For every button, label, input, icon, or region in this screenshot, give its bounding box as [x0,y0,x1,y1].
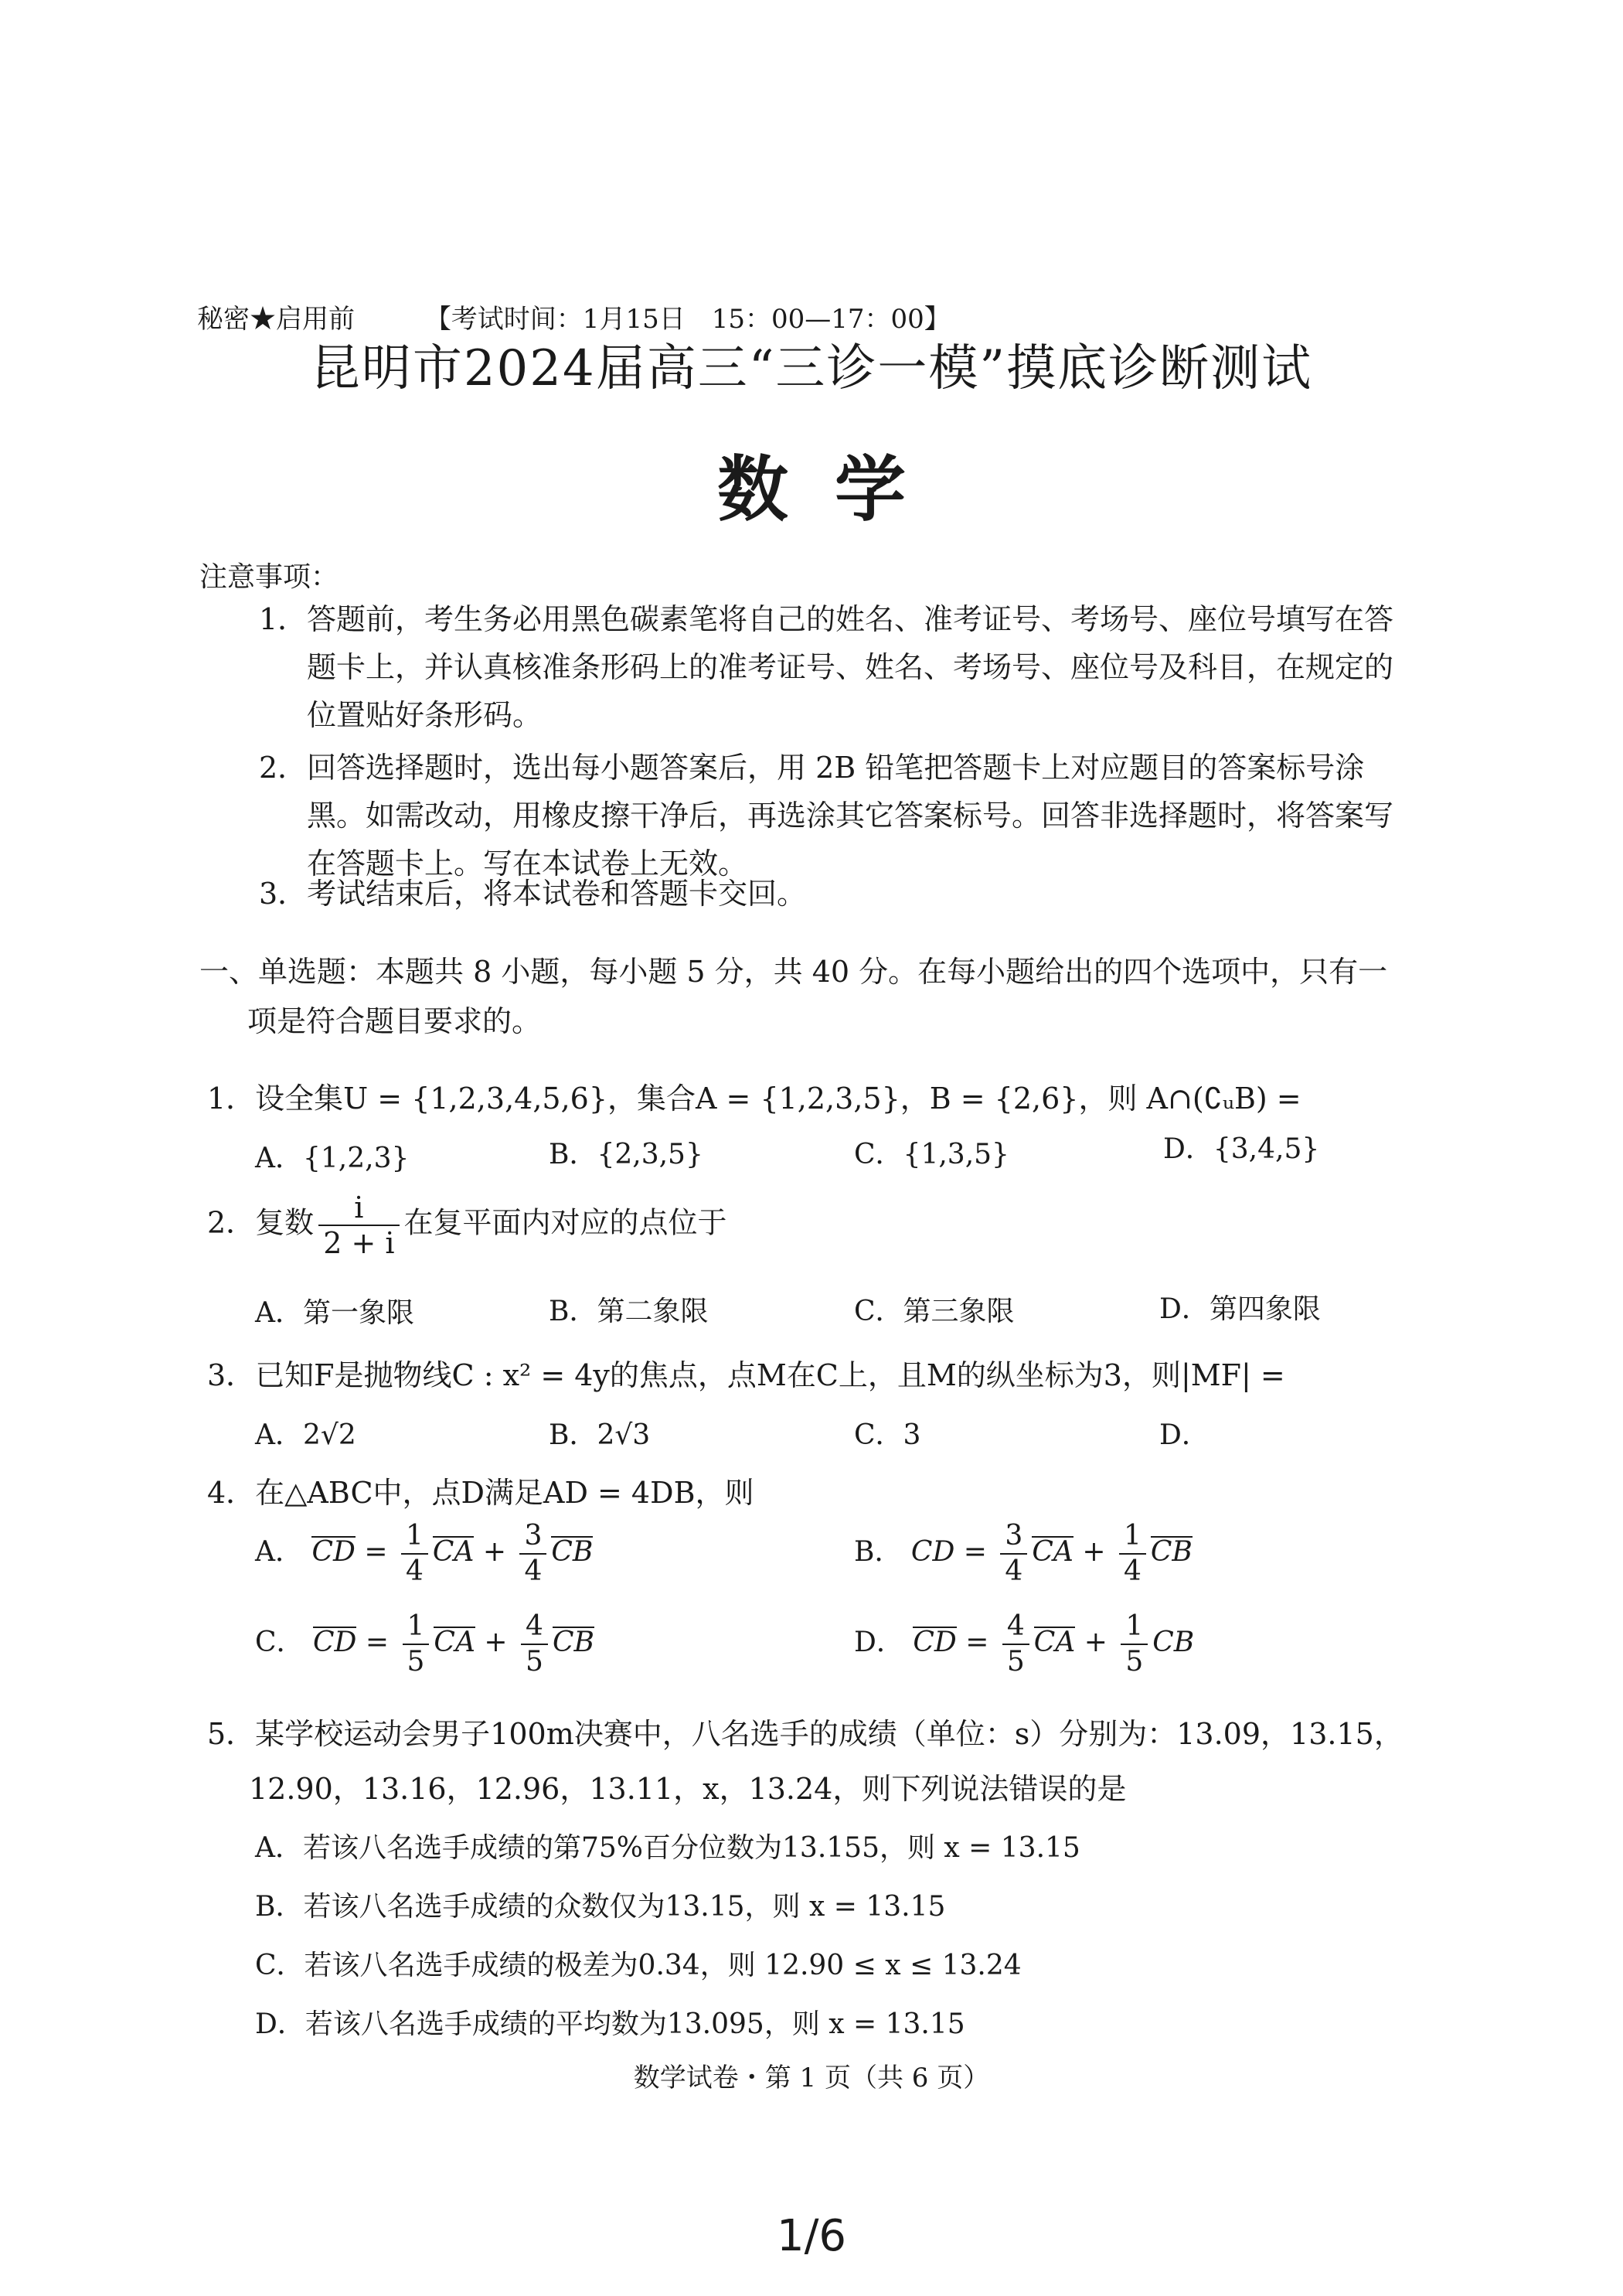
question-2-stem [207,1191,727,1260]
question-5-option-b: B．若该八名选手成绩的众数仅为13.15，则 x = 13.15 [255,1891,946,1923]
equals-sign: = [963,1536,987,1568]
option-label: B． [854,1536,903,1568]
question-4-option-b [854,1519,1193,1589]
notice-item-number: 2． [259,751,308,785]
option-label: D． [854,1627,904,1658]
option-label: C． [255,1627,305,1658]
section-heading-line2: 项是符合题目要求的。 [247,1004,542,1038]
question-1-option-b: B．{2,3,5} [549,1139,703,1170]
fraction-denominator: 5 [526,1646,543,1678]
vector-ca: CA [1033,1627,1076,1658]
vector-cd: CD [313,1627,357,1658]
vector-cd: CD [311,1536,356,1568]
fraction-denominator: 5 [407,1646,425,1678]
equals-sign: = [365,1627,390,1658]
question-3-option-b: B．2√3 [549,1419,651,1451]
page-footer: 数学试卷・第 1 页（共 6 页） [633,2063,990,2093]
question-3-option-c: C．3 [854,1419,921,1451]
question-1-option-a: A．{1,2,3} [255,1143,410,1174]
fraction [1119,1519,1146,1589]
question-1-stem: 1．设全集U = {1,2,3,4,5,6}，集合A = {1,2,3,5}，B = {2,6}，则 A∩(∁ᵤB) = [207,1082,1301,1116]
vector-cb: CB [1152,1627,1195,1658]
notice-item-text: 答题前，考生务必用黑色碳素笔将自己的姓名、准考证号、考场号、座位号填写在答题卡上，并认真核准条形码上的准考证号、姓名、考场号、座位号及科目，在规定的位置贴好条形码。 [307,602,1394,732]
equals-sign: = [364,1536,388,1568]
page-indicator: 1/6 [776,2211,847,2261]
vector-cd: CD [913,1627,957,1658]
fraction-numerator: 1 [401,1519,428,1555]
vector-cb: CB [1150,1536,1193,1568]
fraction-numerator: 3 [1000,1519,1027,1555]
fraction [403,1610,430,1679]
fraction-numerator: 4 [521,1610,548,1645]
notice-item-text: 考试结束后，将本试卷和答题卡交回。 [307,877,807,911]
vector-ca: CA [434,1627,475,1658]
fraction-numerator: 1 [403,1610,430,1645]
fraction-denominator: 4 [405,1555,424,1587]
question-2-option-d: D．第四象限 [1159,1293,1321,1325]
option-label: A． [255,1536,303,1568]
fraction [1002,1610,1029,1679]
question-1-option-c: C．{1,3,5} [854,1139,1009,1170]
question-2-option-a: A．第一象限 [255,1297,414,1329]
vector-cd: CD [910,1536,955,1568]
notice-item-number: 3． [259,877,308,911]
exam-time: 【考试时间：1月15日 15：00—17：00】 [424,304,951,335]
plus-sign: + [482,1536,507,1568]
fraction-denominator: 2 + i [323,1226,395,1260]
question-4-option-d [854,1610,1194,1679]
fraction [401,1519,428,1589]
notice-item [259,744,1418,887]
vector-cb: CB [551,1536,594,1568]
notice-item [259,870,1418,918]
fraction-denominator: 4 [524,1555,543,1587]
notice-item-text: 回答选择题时，选出每小题答案后，用 2B 铅笔把答题卡上对应题目的答案标号涂黑。如需改动，用橡皮擦干净后，再选涂其它答案标号。回答非选择题时，将答案写在答题卡上。写在本试卷上无效。 [307,751,1394,881]
question-5-option-a: A．若该八名选手成绩的第75%百分位数为13.155，则 x = 13.15 [255,1832,1080,1864]
question-3-stem: 3．已知F是抛物线C : x² = 4y的焦点，点M在C上，且M的纵坐标为3，则|MF| = [207,1358,1285,1392]
question-2-prefix: 2．复数 [207,1205,315,1240]
question-4-stem: 4．在△ABC中，点D满足AD = 4DB，则 [207,1476,754,1510]
question-5-option-c: C．若该八名选手成绩的极差为0.34，则 12.90 ≤ x ≤ 13.24 [255,1950,1022,1981]
fraction [521,1610,548,1679]
fraction-denominator: 5 [1125,1646,1144,1678]
notice-heading: 注意事项： [199,561,339,593]
question-3-option-d: D． [1159,1419,1210,1451]
fraction-numerator: 1 [1119,1519,1146,1555]
notice-item [259,595,1418,739]
question-2-tail: 在复平面内对应的点位于 [403,1205,727,1240]
fraction-numerator: i [318,1191,399,1226]
fraction [519,1519,546,1589]
question-2-option-c: C．第三象限 [854,1296,1015,1327]
fraction-denominator: 4 [1005,1555,1023,1587]
question-1-option-d: D．{3,4,5} [1163,1133,1320,1165]
question-5-line1: 5．某学校运动会男子100m决赛中，八名选手的成绩（单位：s）分别为：13.09，13.15， [207,1717,1404,1751]
subject-title: 数学 [716,448,952,531]
question-4-option-a [255,1519,593,1589]
question-2-option-b: B．第二象限 [549,1296,709,1327]
question-2-fraction [318,1191,399,1260]
notice-item-number: 1． [259,602,308,636]
plus-sign: + [1084,1627,1108,1658]
exam-title: 昆明市2024届高三“三诊一模”摸底诊断测试 [310,340,1313,397]
fraction-numerator: 4 [1002,1610,1029,1645]
plus-sign: + [484,1627,508,1658]
question-4-option-c [255,1610,594,1679]
section-heading [199,947,1436,1046]
question-3-option-a: A．2√2 [255,1419,356,1451]
fraction-denominator: 5 [1006,1646,1025,1678]
secret-label: 秘密★启用前 [197,304,355,335]
equals-sign: = [965,1627,989,1658]
fraction [1121,1610,1148,1679]
question-5-line2: 12.90，13.16，12.96，13.11，x，13.24，则下列说法错误的是 [249,1772,1127,1806]
vector-ca: CA [432,1536,475,1568]
question-5-option-d: D．若该八名选手成绩的平均数为13.095，则 x = 13.15 [255,2008,965,2040]
fraction-numerator: 3 [519,1519,546,1555]
vector-ca: CA [1032,1536,1073,1568]
fraction-denominator: 4 [1123,1555,1142,1587]
fraction [1000,1519,1027,1589]
plus-sign: + [1082,1536,1106,1568]
vector-cb: CB [552,1627,594,1658]
fraction-numerator: 1 [1121,1610,1148,1645]
section-heading-line1: 一、单选题：本题共 8 小题，每小题 5 分，共 40 分。在每小题给出的四个选项中，只有一 [199,955,1388,989]
